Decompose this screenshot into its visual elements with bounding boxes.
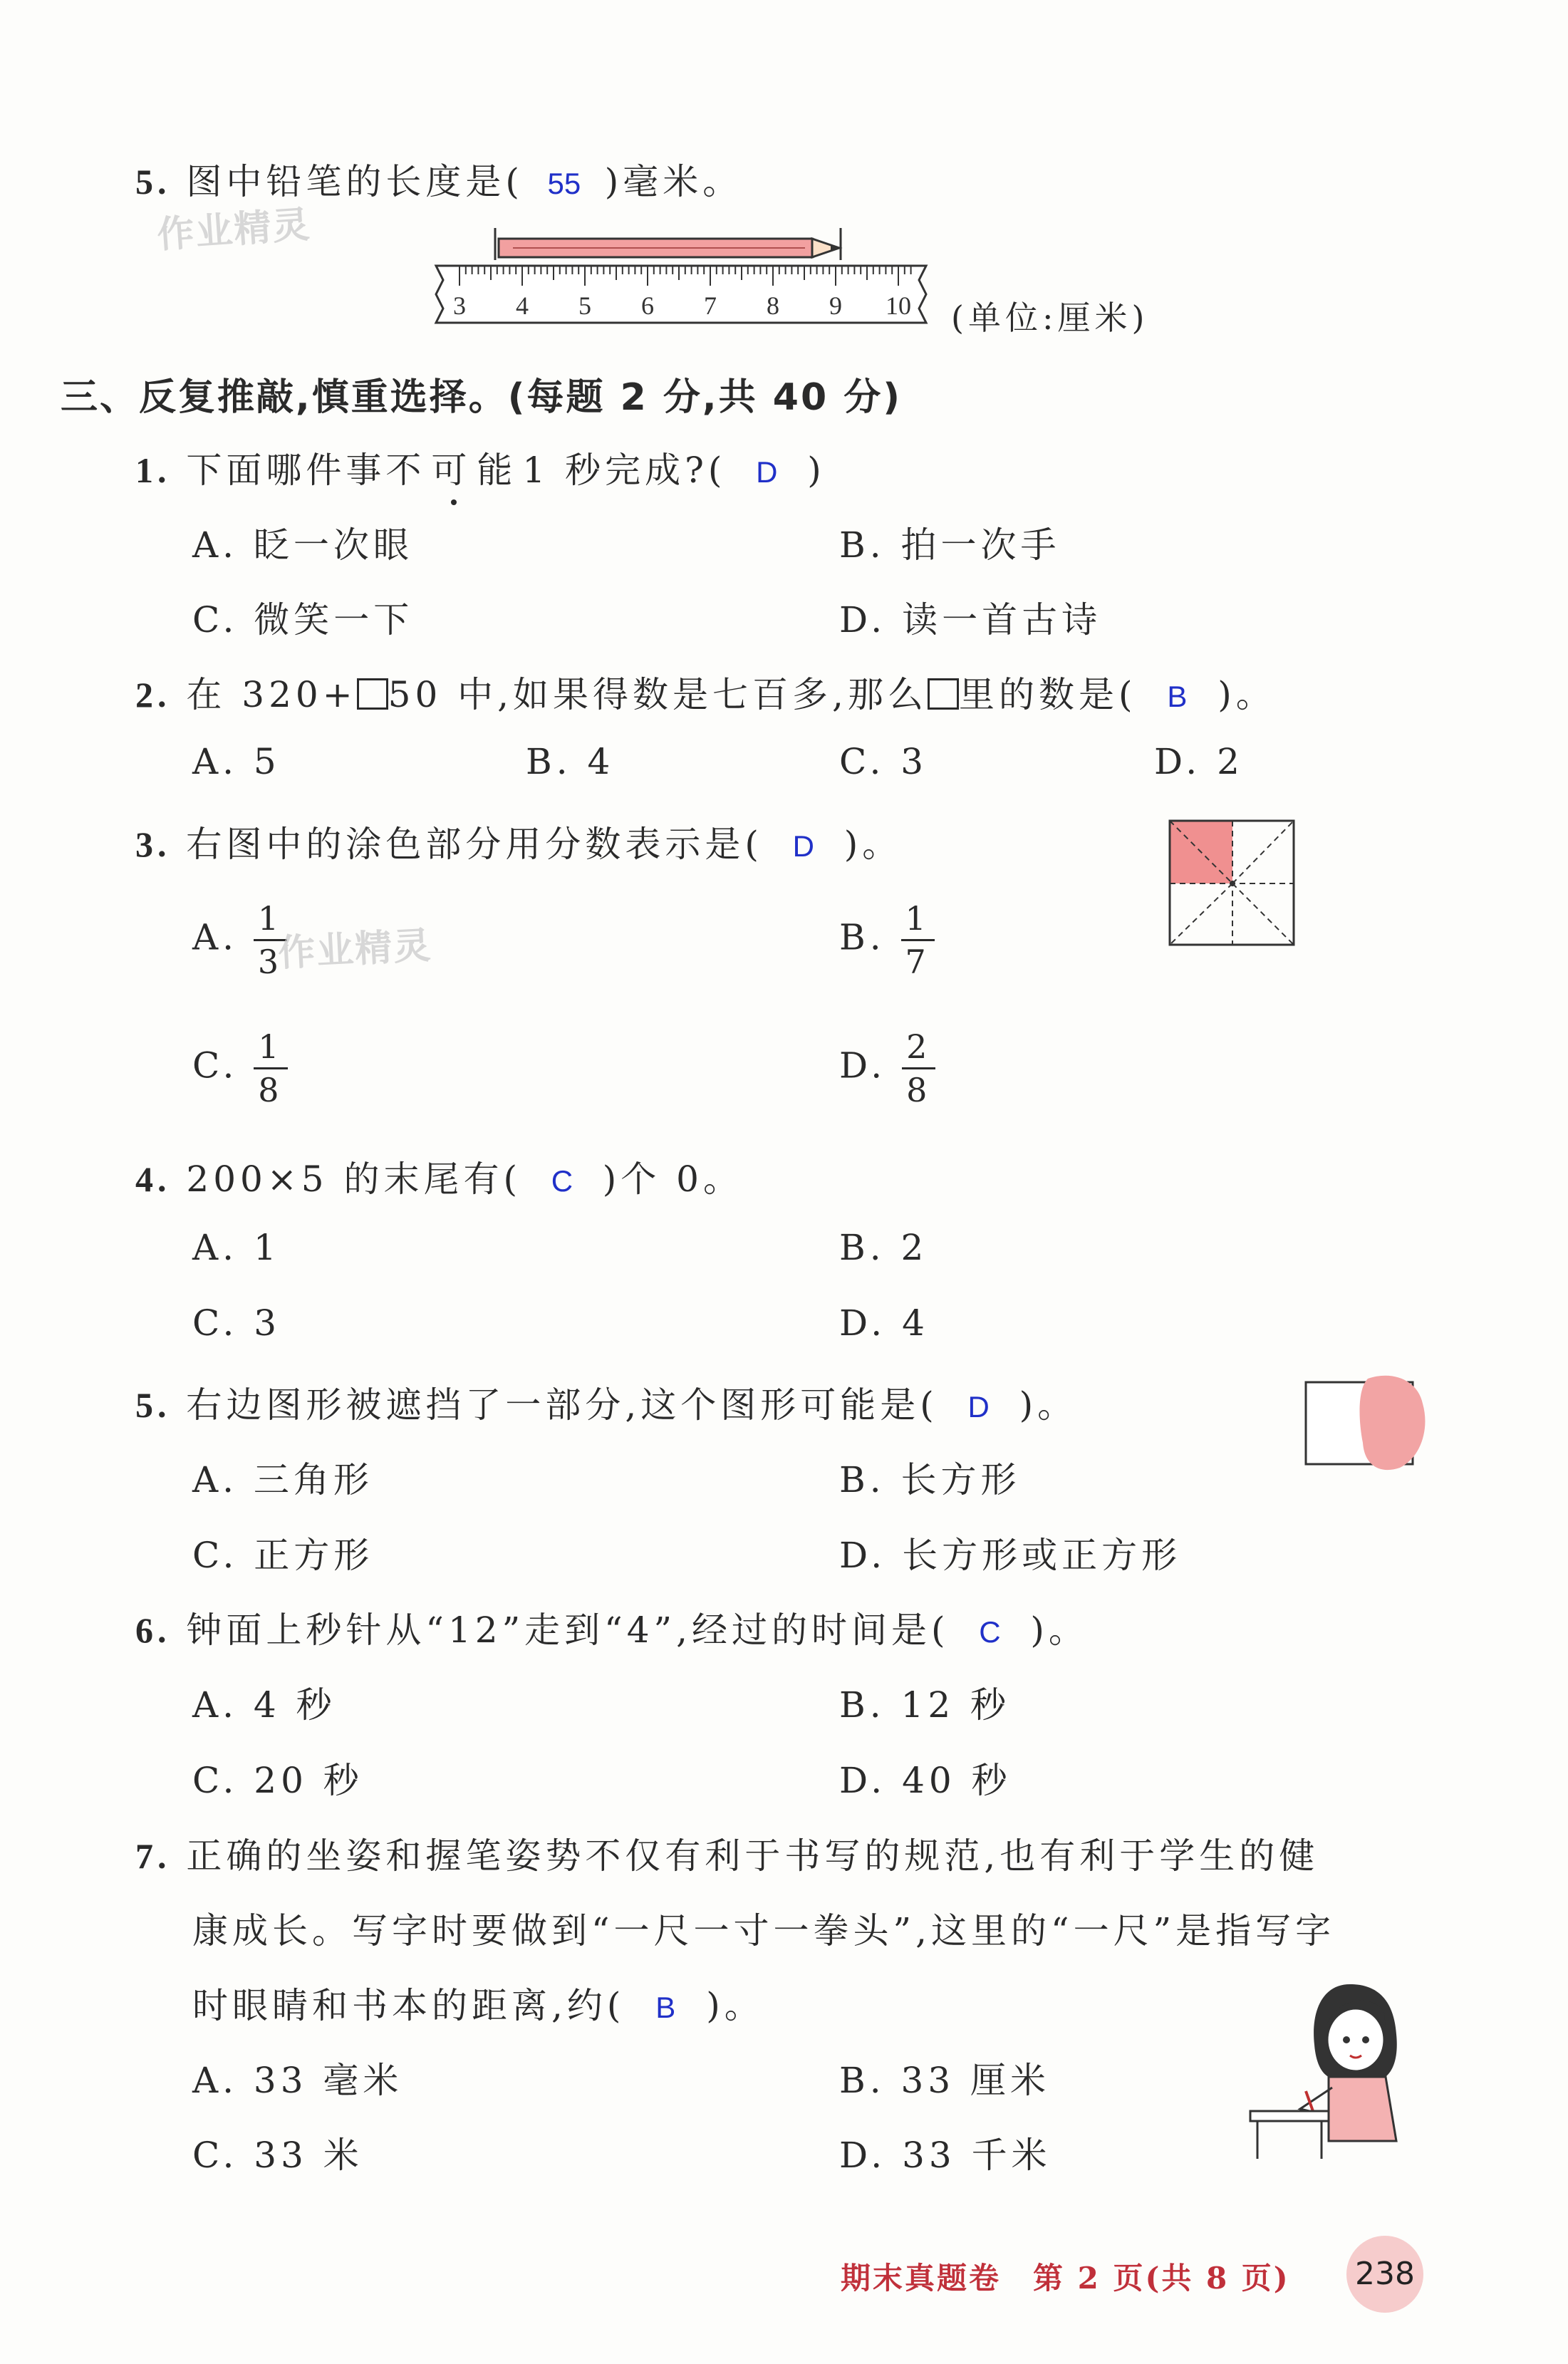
section-title: 三、反复推敲,慎重选择。(每题 2 分,共 40 分) — [61, 376, 902, 419]
question-text: 里的数是( — [958, 674, 1137, 715]
question-text-post: ) — [807, 450, 826, 491]
option-fraction — [192, 898, 287, 983]
fraction — [254, 1026, 287, 1111]
question-3 — [135, 816, 902, 867]
shaded-square-figure — [1168, 819, 1297, 948]
watermark: 作业精灵 — [276, 924, 433, 975]
ruler-tick-label: 6 — [641, 291, 654, 320]
blank-box — [928, 678, 959, 710]
answer-text: C — [979, 1615, 1001, 1649]
blank-box — [357, 678, 388, 710]
question-7-line3 — [192, 1977, 764, 2028]
question-text-post: )个 0。 — [602, 1158, 743, 1200]
ruler-tick-label: 8 — [767, 291, 779, 320]
question-text: 正确的坐姿和握笔姿势不仅有利于书写的规范,也有利于学生的健 — [186, 1835, 1319, 1877]
option: B. 33 厘米 — [839, 2060, 1051, 2101]
question-text: 钟面上秒针从“12”走到“4”,经过的时间是( — [186, 1609, 950, 1651]
option: A. 1 — [192, 1227, 281, 1268]
option: C. 正方形 — [192, 1535, 374, 1576]
option: A. 5 — [192, 741, 281, 782]
option: A. 眨一次眼 — [192, 524, 413, 566]
option: D. 2 — [1154, 741, 1244, 782]
question-2 — [135, 666, 1276, 717]
option-fraction — [839, 898, 935, 983]
ruler-tick-label: 9 — [829, 291, 842, 320]
emphasized-text: 不可能 — [385, 450, 523, 491]
question-5 — [135, 1377, 1077, 1428]
option: C. 3 — [839, 741, 928, 782]
question-text: 右边图形被遮挡了一部分,这个图形可能是( — [186, 1384, 938, 1426]
question-text: 200×5 的末尾有( — [186, 1158, 521, 1200]
option: D. 长方形或正方形 — [839, 1535, 1182, 1576]
answer-text: B — [655, 1991, 676, 2024]
option: A. 33 毫米 — [192, 2060, 403, 2101]
question-text: 时眼睛和书本的距离,约( — [192, 1985, 625, 2026]
ruler-tick-label: 4 — [516, 291, 529, 320]
numerator: 2 — [902, 1026, 935, 1069]
question-text-pre: 图中铅笔的长度是( — [186, 161, 524, 202]
ruler-tick-label: 7 — [704, 291, 717, 320]
option: B. 长方形 — [839, 1459, 1021, 1500]
denominator: 8 — [258, 1071, 284, 1109]
question-number: 2. — [135, 675, 171, 715]
denominator: 7 — [905, 943, 930, 981]
option-label: C. — [192, 1044, 239, 1087]
question-number: 3. — [135, 824, 171, 864]
question-7-line1 — [135, 1828, 1319, 1879]
question-text: 在 320+ — [186, 674, 357, 715]
option-label: D. — [839, 1044, 887, 1087]
fraction — [902, 1026, 935, 1111]
answer-text: C — [551, 1164, 573, 1198]
page-number: 238 — [1346, 2236, 1423, 2313]
question-text: 50 中,如果得数是七百多,那么 — [388, 674, 928, 715]
option-label: A. — [192, 916, 239, 958]
question-text-post: )。 — [843, 824, 903, 865]
question-number: 6. — [135, 1610, 171, 1650]
question-number: 7. — [135, 1836, 171, 1876]
option: A. 4 秒 — [192, 1684, 336, 1726]
option: D. 4 — [839, 1302, 929, 1344]
question-text-post: )。 — [1217, 674, 1276, 715]
question-text: 1 秒完成?( — [522, 450, 727, 491]
option: A. 三角形 — [192, 1459, 373, 1500]
option: C. 33 米 — [192, 2135, 363, 2176]
fraction — [901, 898, 935, 983]
option: C. 微笑一下 — [192, 599, 414, 641]
question-7-line2: 康成长。写字时要做到“一尺一寸一拳头”,这里的“一尺”是指写字 — [192, 1910, 1336, 1951]
option: C. 3 — [192, 1302, 281, 1344]
question-text-post: )。 — [706, 1985, 764, 2026]
option-fraction — [192, 1026, 288, 1111]
question-number: 1. — [135, 450, 171, 490]
answer-text: D — [756, 455, 778, 489]
question-text-post: )。 — [1019, 1384, 1078, 1426]
question-6 — [135, 1602, 1089, 1653]
blot-icon — [1360, 1376, 1426, 1470]
question-text: 右图中的涂色部分用分数表示是( — [186, 824, 763, 865]
denominator: 3 — [257, 943, 284, 981]
question-4 — [135, 1151, 743, 1202]
question-text-post: )。 — [1030, 1609, 1089, 1651]
girl-writing-illustration — [1243, 1956, 1457, 2162]
option: B. 12 秒 — [839, 1684, 1011, 1726]
question-number: 5. — [135, 162, 171, 202]
answer-text: B — [1167, 680, 1188, 713]
option: B. 拍一次手 — [839, 524, 1061, 566]
question-text-post: )毫米。 — [604, 161, 743, 202]
answer-text: 55 — [547, 167, 581, 200]
denominator: 8 — [906, 1071, 932, 1109]
numerator: 1 — [254, 898, 287, 941]
option: D. 33 千米 — [839, 2135, 1052, 2176]
pencil-question — [135, 153, 742, 204]
option-label: B. — [839, 916, 886, 958]
option: D. 40 秒 — [839, 1760, 1012, 1801]
option: C. 20 秒 — [192, 1760, 363, 1801]
answer-text: D — [967, 1390, 990, 1424]
option: D. 读一首古诗 — [839, 599, 1102, 641]
numerator: 1 — [254, 1026, 287, 1069]
pencil-ruler-figure — [427, 224, 940, 338]
question-number: 4. — [135, 1159, 171, 1199]
option: B. 2 — [839, 1227, 928, 1268]
question-1 — [135, 442, 826, 493]
ruler-tick-label: 5 — [578, 291, 591, 320]
ruler-tick-label: 10 — [886, 291, 911, 320]
watermark: 作业精灵 — [155, 203, 313, 257]
question-text: 下面哪件事 — [186, 450, 386, 491]
unit-label: (单位:厘米) — [951, 299, 1149, 337]
question-number: 5. — [135, 1385, 171, 1425]
answer-text: D — [792, 829, 814, 863]
numerator: 1 — [901, 898, 935, 941]
footer-text: 期末真题卷 第 2 页(共 8 页) — [841, 2261, 1290, 2296]
ruler-tick-label: 3 — [453, 291, 466, 320]
option: B. 4 — [526, 741, 615, 782]
option-fraction — [839, 1026, 935, 1111]
covered-shape-figure — [1300, 1372, 1428, 1478]
